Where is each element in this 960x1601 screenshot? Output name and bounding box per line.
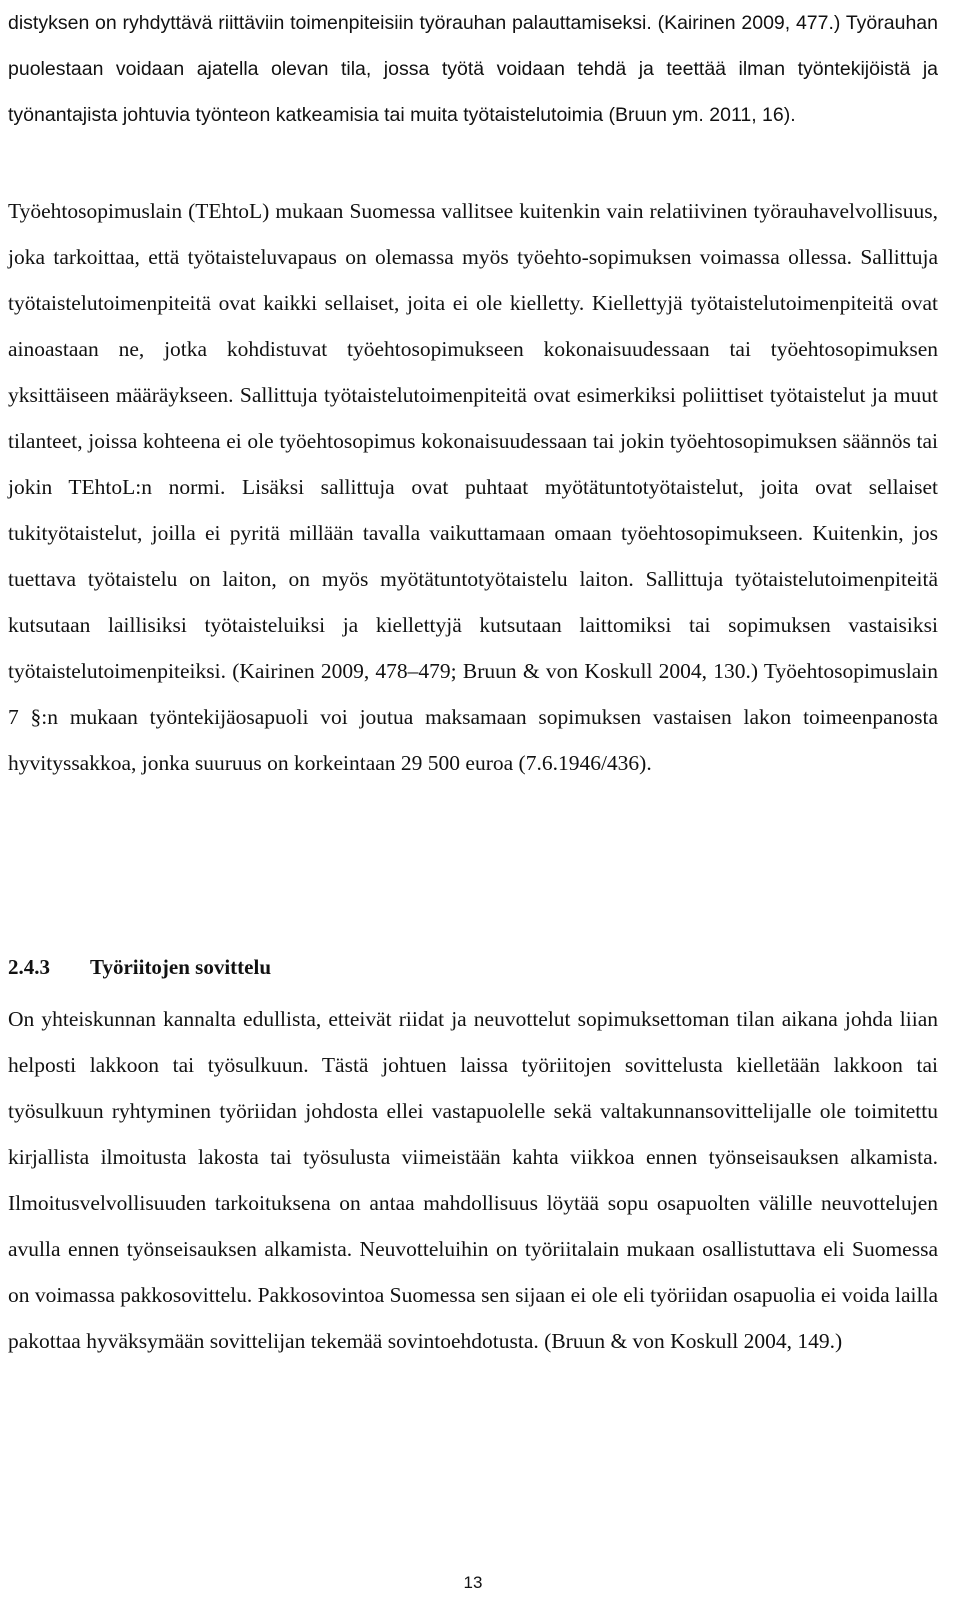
- paragraph-labour-dispute-mediation: On yhteiskunnan kannalta edullista, etteivät riidat ja neuvottelut sopimuksettoman tilan aikana johda liian helposti lakkoon tai työsulkuun. Tästä johtuen laissa työriitojen sovittelusta kielletään lakkoon tai työsulkuun ryhtyminen työriidan johdosta ellei vastapuolelle sekä valtakunnansovittelijalle ole toimitettu kirjallista ilmoitusta lakosta tai työsulusta viimeistään kahta viikkoa ennen työnseisauksen alkamista. Ilmoitusvelvollisuuden tarkoituksena on antaa mahdollisuus löytää sopu osapuolten välille neuvottelujen avulla ennen työnseisauksen alkamista. Neuvotteluihin on työriitalain mukaan osallistuttava eli Suomessa on voimassa pakkosovittelu. Pakkosovintoa Suomessa sen sijaan ei ole eli työriidan osapuolia ei voida lailla pakottaa hyväksymään sovittelijan tekemää sovintoehdotusta. (Bruun & von Koskull 2004, 149.): [8, 1007, 938, 1353]
- page-number: 13: [463, 1573, 483, 1592]
- paragraph-work-peace: distyksen on ryhdyttävä riittäviin toimenpiteisiin työrauhan palauttamiseksi. (Kairinen 2009, 477.) Työrauhan puolestaan voidaan ajatella olevan tila, jossa työtä voidaan tehdä ja teettää ilman työntekijöistä ja työnantajista johtuvia työnteon katkeamisia tai muita työtaistelutoimia (Bruun ym. 2011, 16).: [8, 12, 938, 126]
- section-heading: [8, 952, 271, 982]
- section-number: 2.4.3: [8, 955, 50, 979]
- paragraph-collective-agreement-law: Työehtosopimuslain (TEhtoL) mukaan Suomessa vallitsee kuitenkin vain relatiivinen työrauhavelvollisuus, joka tarkoittaa, että työtaisteluvapaus on olemassa myös työehto-sopimuksen voimassa ollessa. Sallittuja työtaistelutoimenpiteitä ovat kaikki sellaiset, joita ei ole kielletty. Kiellettyjä työtaistelutoimenpiteitä ovat ainoastaan ne, jotka kohdistuvat työehtosopimukseen kokonaisuudessaan tai työehtosopimuksen yksittäiseen määräykseen. Sallittuja työtaistelutoimenpiteitä ovat esimerkiksi poliittiset työtaistelut ja muut tilanteet, joissa kohteena ei ole työehtosopimus kokonaisuudessaan tai jokin työehtosopimuksen säännös tai jokin TEhtoL:n normi. Lisäksi sallittuja ovat puhtaat myötätuntotyötaistelut, joita ovat sellaiset tukityötaistelut, joilla ei pyritä millään tavalla vaikuttamaan omaan työehtosopimukseen. Kuitenkin, jos tuettava työtaistelu on laiton, on myös myötätuntotyötaistelu laiton. Sallittuja työtaistelutoimenpiteitä kutsutaan laillisiksi työtaisteluiksi ja kiellettyjä kutsutaan laittomiksi tai sopimuksen vastaisiksi työtaistelutoimenpiteiksi. (Kairinen 2009, 478–479; Bruun & von Koskull 2004, 130.) Työehtosopimuslain 7 §:n mukaan työntekijäosapuoli voi joutua maksamaan sopimuksen vastaisen lakon toimeenpanosta hyvityssakkoa, jonka suuruus on korkeintaan 29 500 euroa (7.6.1946/436).: [8, 199, 938, 775]
- section-title: Työriitojen sovittelu: [90, 955, 272, 979]
